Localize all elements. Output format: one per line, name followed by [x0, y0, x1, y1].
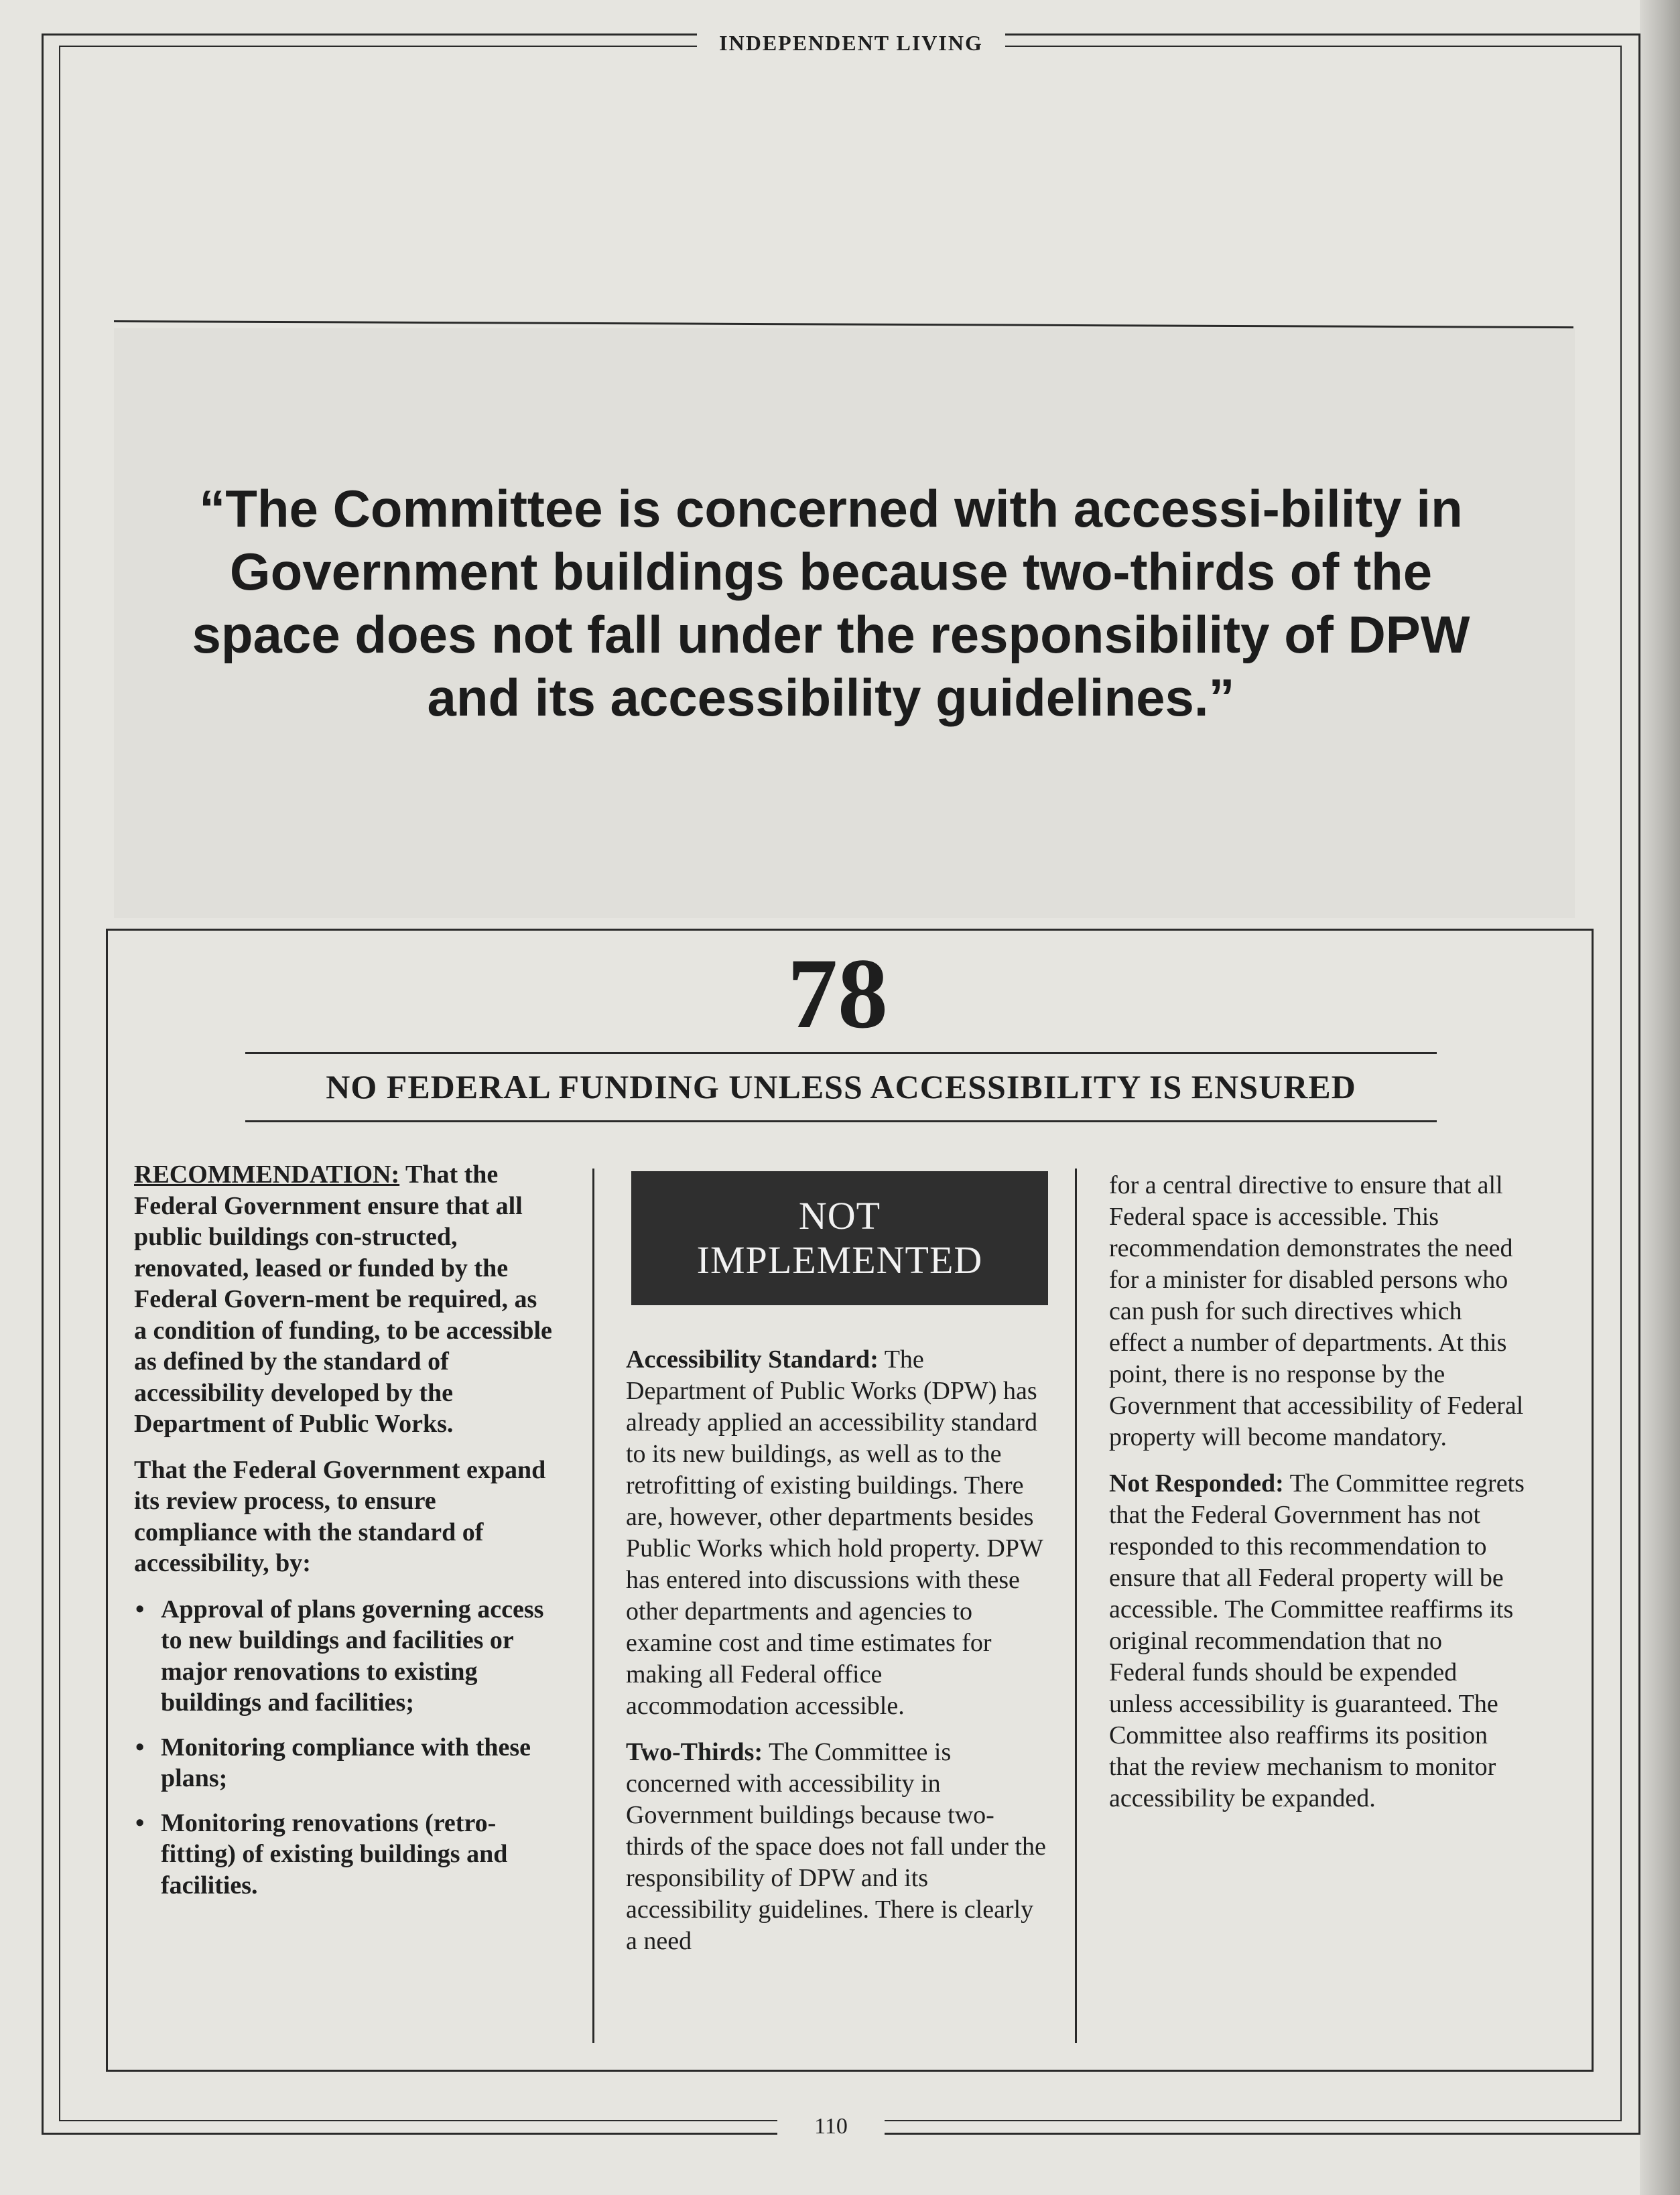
two-thirds-label: Two-Thirds:: [626, 1738, 763, 1766]
recommendation-intro: [134, 1159, 555, 1440]
accessibility-standard-text: The Department of Public Works (DPW) has already applied an accessibility standard to its new buildings, as well as to the retrofitting of existing buildings. There are, however, other departments besides Public Works which hold property. DPW has entered into discussions with these other departments and agencies to examine cost and time estimates for making all Federal office accommodation accessible.: [626, 1345, 1043, 1720]
status-line-2: IMPLEMENTED: [696, 1238, 983, 1282]
two-thirds-paragraph: [626, 1737, 1048, 1957]
accessibility-standard-paragraph: [626, 1344, 1048, 1722]
continued-paragraph: for a central directive to ensure that all Federal space is accessible. This recommendation demonstrates the need for a minister for disabled persons who can push for such directives which effect a number of departments. At this point, there is no response by the Government that accessibility of Federal property will become mandatory.: [1109, 1171, 1524, 1451]
status-badge: [631, 1171, 1048, 1305]
recommendation-label: RECOMMENDATION:: [134, 1160, 400, 1189]
recommendation-second-paragraph: That the Federal Government expand its review process, to ensure compliance with the standard of accessibility, by:: [134, 1455, 546, 1577]
not-responded-text: The Committee regrets that the Federal Government has not responded to this recommendation to ensure that all Federal property will be accessible. The Committee reaffirms its original recommendation that no Federal funds should be expended unless accessibility is guaranteed. The Committee also reaffirms its position that the review mechanism to monitor accessibility be expanded.: [1109, 1469, 1525, 1812]
status-line-1: NOT: [798, 1194, 881, 1238]
pull-quote: “The Committee is concerned with accessi-bility in Government buildings because two-thirds of the space does not fall under the responsibility of DPW and its accessibility guidelines.”: [192, 479, 1470, 727]
list-item: • Approval of plans governing access to new buildings and facilities or major renovations to existing buildings and facilities;: [135, 1595, 544, 1717]
bullet-icon: •: [135, 1595, 145, 1623]
running-header: INDEPENDENT LIVING: [697, 29, 1005, 56]
recommendation-title: NO FEDERAL FUNDING UNLESS ACCESSIBILITY IS ENSURED: [326, 1068, 1356, 1106]
recommendation-number: 78: [787, 938, 888, 1049]
not-responded-paragraph: [1109, 1468, 1525, 1814]
page-binding-edge: [1640, 0, 1680, 2195]
recommendation-intro-text: That the Federal Government ensure that all public buildings con-structed, renovated, leased or funded by the Federal Govern-ment be required, as a condition of funding, to be accessible as defined by the standard of accessibility developed by the Department of Public Works.: [134, 1160, 552, 1438]
not-responded-label: Not Responded:: [1109, 1469, 1284, 1498]
list-item: • Monitoring renovations (retro-fitting) of existing buildings and facilities.: [135, 1808, 508, 1900]
accessibility-standard-label: Accessibility Standard:: [626, 1345, 879, 1374]
bullet-icon: •: [135, 1808, 145, 1837]
title-rule-top: [245, 1052, 1437, 1054]
recommendation-bullet-list: [134, 1594, 555, 1902]
column-divider-right: [1075, 1169, 1077, 2043]
recommendation-column: [134, 1159, 555, 1914]
two-thirds-text: The Committee is concerned with accessibility in Government buildings because two-thirds of the space does not fall under the responsibility of DPW and its accessibility guidelines. There is clearly a need: [626, 1738, 1046, 1955]
page-number: 110: [777, 2112, 885, 2141]
bullet-icon: •: [135, 1733, 145, 1761]
response-column-right: [1109, 1170, 1525, 1829]
column-divider-left: [592, 1169, 594, 2043]
title-rule-bottom: [245, 1120, 1437, 1122]
response-column-middle: [626, 1344, 1048, 1972]
list-item: • Monitoring compliance with these plans;: [135, 1733, 531, 1792]
